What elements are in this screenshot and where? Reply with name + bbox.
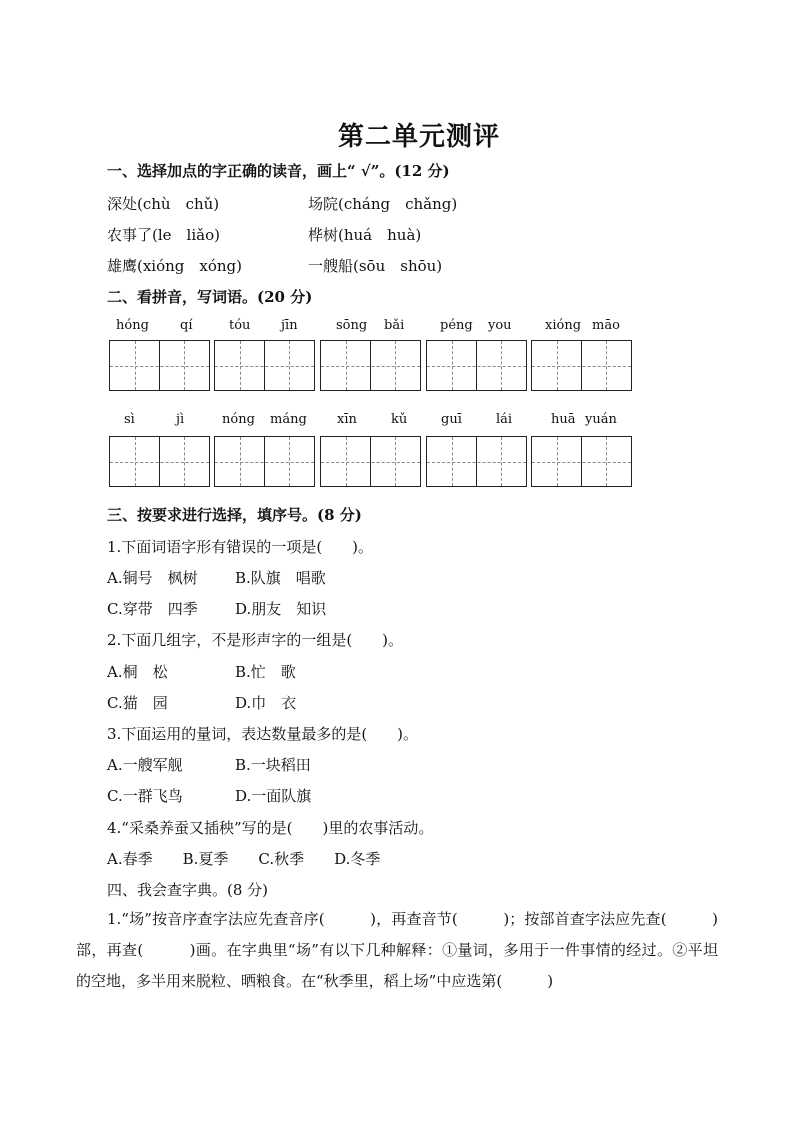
pinyin-label: jì	[176, 412, 185, 427]
writing-box[interactable]	[531, 436, 632, 487]
writing-box[interactable]	[214, 340, 315, 391]
pinyin-label: sōng	[336, 318, 368, 333]
pinyin-label: xīn	[337, 412, 357, 427]
section2-heading: 二、看拼音，写词语。(20 分)	[107, 288, 313, 306]
q3-option-b: B.一块稻田	[235, 756, 311, 774]
section4-heading: 四、我会查字典。(8 分)	[107, 881, 269, 899]
pinyin-label: qí	[180, 318, 193, 333]
pinyin-label: guī	[441, 412, 462, 427]
q1-option-a: A.铜号 枫树	[107, 569, 198, 587]
pinyin-label: huā	[551, 412, 576, 427]
writing-box[interactable]	[109, 436, 210, 487]
q2-option-d: D.巾 衣	[235, 694, 297, 712]
s1-item-3-left: 雄鹰(xióng xóng)	[107, 257, 243, 275]
q2-option-a: A.桐 松	[107, 663, 168, 681]
writing-box[interactable]	[320, 340, 421, 391]
section3-heading: 三、按要求进行选择，填序号。(8 分)	[107, 506, 362, 524]
pinyin-label: you	[488, 318, 512, 333]
section1-heading: 一、选择加点的字正确的读音，画上“ √”。(12 分)	[107, 162, 450, 180]
page-title: 第二单元测评	[338, 122, 501, 152]
writing-box[interactable]	[426, 340, 527, 391]
q1-option-b: B.队旗 唱歌	[235, 569, 326, 587]
question-3: 3.下面运用的量词，表达数量最多的是( )。	[107, 725, 419, 743]
writing-box[interactable]	[531, 340, 632, 391]
question-2: 2.下面几组字，不是形声字的一组是( )。	[107, 631, 404, 649]
s1-item-1-left: 深处(chù chǔ)	[107, 195, 220, 213]
pinyin-label: kǔ	[391, 412, 408, 427]
q3-option-a: A.一艘军舰	[107, 756, 183, 774]
writing-box[interactable]	[426, 436, 527, 487]
q3-option-c: C.一群飞鸟	[107, 787, 183, 805]
pinyin-label: jīn	[281, 318, 298, 333]
s1-item-1-right: 场院(cháng chǎng)	[308, 195, 458, 213]
pinyin-label: bǎi	[384, 318, 405, 333]
q1-option-c: C.穿带 四季	[107, 600, 198, 618]
pinyin-label: lái	[496, 412, 513, 427]
pinyin-label: péng	[440, 318, 473, 333]
pinyin-label: yuán	[585, 412, 617, 427]
q3-option-d: D.一面队旗	[235, 787, 312, 805]
pinyin-label: xióng	[545, 318, 582, 333]
q4-options: A.春季 B.夏季 C.秋季 D.冬季	[107, 850, 381, 868]
dictionary-question: 1.“场”按音序查字法应先查音序( )，再查音节( )；按部首查字法应先查( )部，再查( )画。在字典里“场”有以下几种解释：①量词，多用于一件事情的经过。②平坦的空地，多半用来脱粒、晒粮食。在“秋季里，稻上场”中应选第( )	[76, 910, 718, 990]
writing-box[interactable]	[320, 436, 421, 487]
question-4: 4.“采桑养蚕又插秧”写的是( )里的农事活动。	[107, 819, 434, 837]
pinyin-label: māo	[592, 318, 620, 333]
q2-option-c: C.猫 园	[107, 694, 168, 712]
pinyin-label: máng	[270, 412, 307, 427]
s1-item-3-right: 一艘船(sōu shōu)	[308, 257, 443, 275]
pinyin-label: nóng	[222, 412, 255, 427]
pinyin-label: tóu	[229, 318, 251, 333]
writing-box[interactable]	[214, 436, 315, 487]
q2-option-b: B.忙 歌	[235, 663, 296, 681]
s1-item-2-left: 农事了(le liǎo)	[107, 226, 220, 244]
pinyin-label: hóng	[116, 318, 149, 333]
q1-option-d: D.朋友 知识	[235, 600, 327, 618]
pinyin-label: sì	[124, 412, 135, 427]
question-1: 1.下面词语字形有错误的一项是( )。	[107, 538, 374, 556]
writing-box[interactable]	[109, 340, 210, 391]
s1-item-2-right: 桦树(huá huà)	[308, 226, 422, 244]
